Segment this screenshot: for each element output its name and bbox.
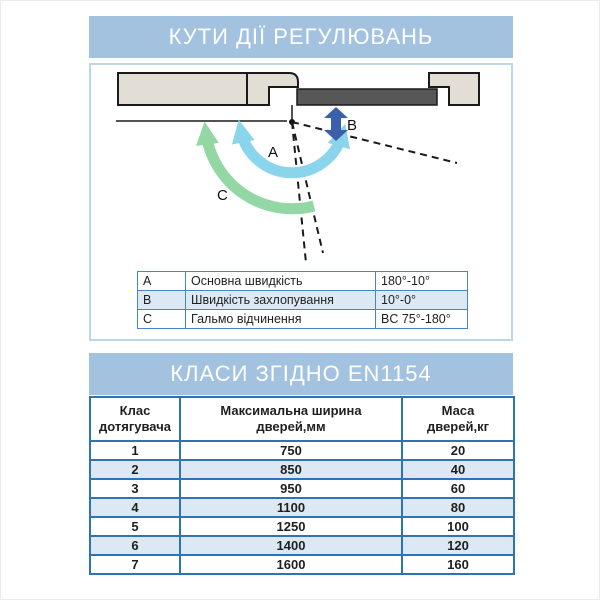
legend-row: [138, 272, 468, 291]
label-c: C: [217, 187, 228, 204]
classes-row: [90, 479, 514, 498]
class-number-cell: 7: [90, 555, 180, 574]
class-number-cell: 4: [90, 498, 180, 517]
max-door-width-cell: 850: [180, 460, 402, 479]
classes-header-cell: Клас дотягувача: [90, 397, 180, 441]
door-mass-cell: 120: [402, 536, 514, 555]
legend-value: 180°-10°: [376, 272, 468, 291]
classes-header-cell: Маса дверей,кг: [402, 397, 514, 441]
classes-header-row: [90, 397, 514, 441]
max-door-width-cell: 1600: [180, 555, 402, 574]
class-number-cell: 1: [90, 441, 180, 460]
class-number-cell: 6: [90, 536, 180, 555]
angles-title-bar: [89, 16, 513, 58]
door-mass-cell: 80: [402, 498, 514, 517]
legend-key: B: [138, 291, 186, 310]
classes-header-cell: Максимальна ширина дверей,мм: [180, 397, 402, 441]
class-number-cell: 5: [90, 517, 180, 536]
class-number-cell: 3: [90, 479, 180, 498]
angles-title: КУТИ ДІЇ РЕГУЛЮВАНЬ: [168, 24, 434, 49]
door-mass-cell: 60: [402, 479, 514, 498]
label-a: A: [268, 144, 279, 161]
door-mass-cell: 100: [402, 517, 514, 536]
legend-value: BC 75°-180°: [376, 310, 468, 329]
legend-name: Основна швидкість: [186, 272, 376, 291]
max-door-width-cell: 950: [180, 479, 402, 498]
door-jamb-left: [247, 73, 298, 105]
classes-table: [89, 396, 515, 575]
legend-row: [138, 291, 468, 310]
legend-value: 10°-0°: [376, 291, 468, 310]
classes-title: КЛАСИ ЗГІДНО EN1154: [170, 361, 432, 386]
door-position-85deg-line: [292, 122, 306, 263]
classes-row: [90, 441, 514, 460]
door-position-10deg-line: [292, 122, 457, 163]
max-door-width-cell: 750: [180, 441, 402, 460]
legend-row: [138, 310, 468, 329]
classes-row: [90, 555, 514, 574]
legend-name: Гальмо відчинення: [186, 310, 376, 329]
door-leaf: [297, 89, 437, 105]
max-door-width-cell: 1400: [180, 536, 402, 555]
door-mass-cell: 40: [402, 460, 514, 479]
wall-section-left: [118, 73, 247, 105]
classes-title-bar: [89, 353, 513, 395]
door-mass-cell: 20: [402, 441, 514, 460]
classes-row: [90, 498, 514, 517]
door-position-75deg-line: [292, 122, 323, 253]
max-door-width-cell: 1250: [180, 517, 402, 536]
arc-a-main-speed: [241, 131, 342, 173]
legend-key: A: [138, 272, 186, 291]
class-number-cell: 2: [90, 460, 180, 479]
angles-legend-table: [137, 271, 468, 329]
door-mass-cell: 160: [402, 555, 514, 574]
legend-table-body: [138, 272, 468, 329]
classes-row: [90, 460, 514, 479]
classes-table-body: [90, 441, 514, 574]
classes-row: [90, 536, 514, 555]
legend-key: C: [138, 310, 186, 329]
angles-diagram-panel: [89, 63, 513, 341]
max-door-width-cell: 1100: [180, 498, 402, 517]
label-b: B: [347, 117, 358, 134]
classes-row: [90, 517, 514, 536]
legend-name: Швидкість захлопування: [186, 291, 376, 310]
